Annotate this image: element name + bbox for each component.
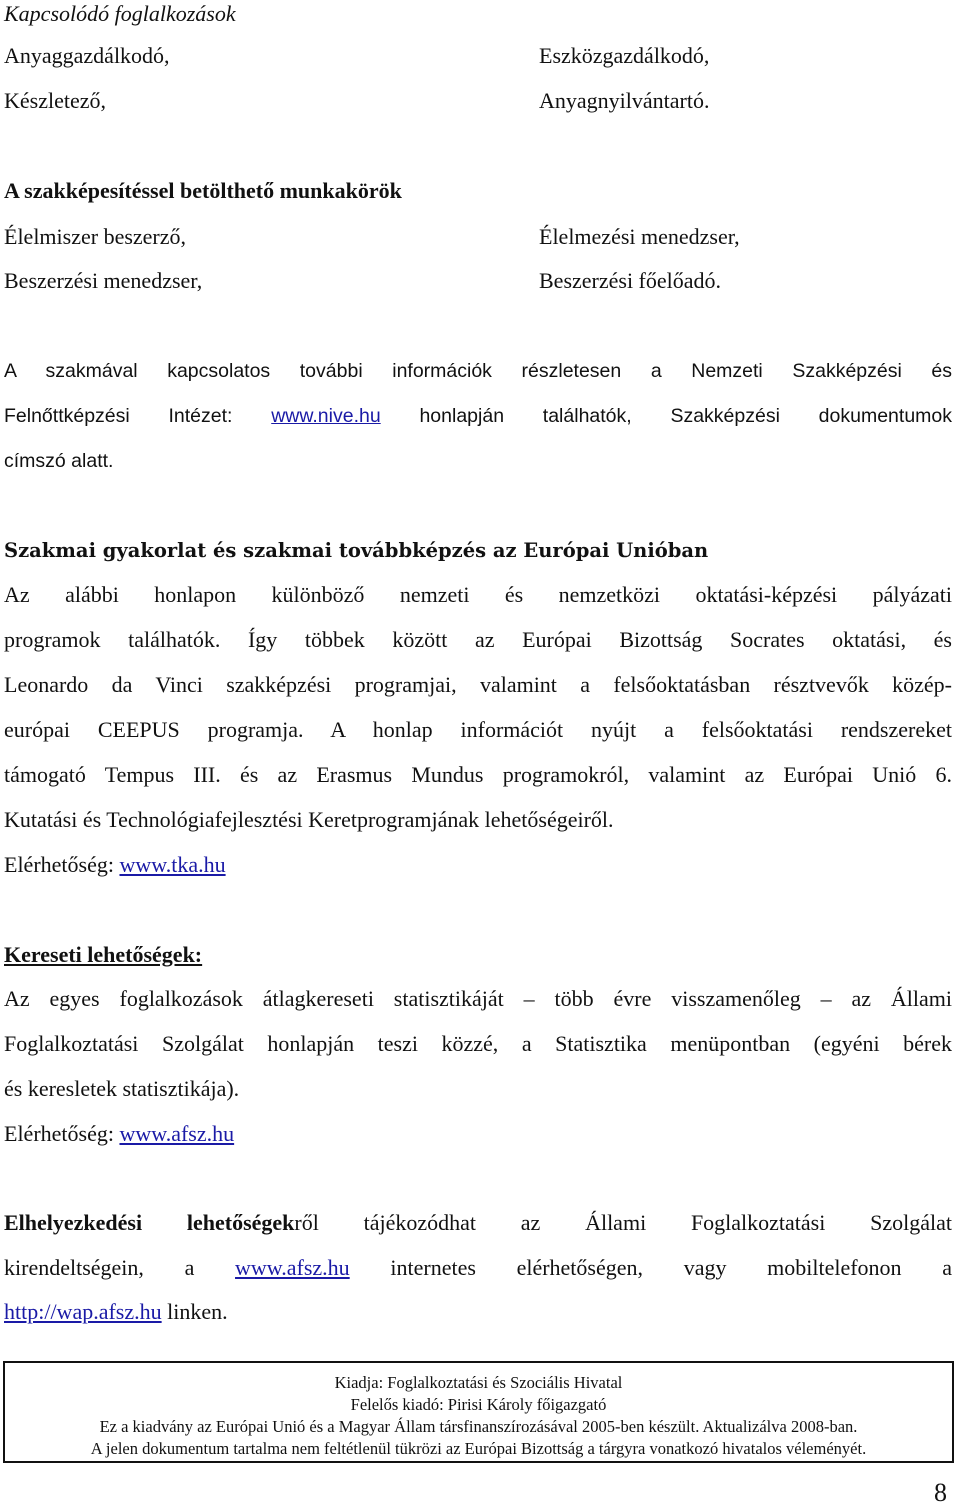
earnings-contact bbox=[4, 1120, 234, 1148]
earnings-heading: Kereseti lehetőségek: bbox=[4, 942, 203, 967]
practice-heading: Szakmai gyakorlat és szakmai továbbképzés az Európai Unióban bbox=[4, 539, 709, 562]
earnings-line: Foglalkoztatási Szolgálat honlapján teszi közzé, a Statisztika menüpontban (egyéni bérek bbox=[4, 1031, 952, 1056]
jobs-heading: A szakképesítéssel betölthető munkakörök bbox=[4, 178, 402, 203]
nive-link[interactable]: www.nive.hu bbox=[271, 405, 381, 427]
practice-line: programok találhatók. Így többek között az Európai Bizottság Socrates oktatási, és bbox=[4, 627, 952, 652]
related-occupation-item: Készletező, bbox=[4, 88, 106, 113]
practice-line: Kutatási és Technológiafejlesztési Keretprogramjának lehetőségeiről. bbox=[4, 807, 614, 832]
footer-funding: Ez a kiadvány az Európai Unió és a Magyar Állam társfinanszírozásával 2005-ben készült. Aktualizálva 2008-ban. bbox=[99, 1417, 858, 1436]
related-occupations-heading: Kapcsolódó foglalkozások bbox=[4, 1, 236, 26]
practice-contact bbox=[4, 851, 226, 879]
placement-bold: Elhelyezkedési lehetőségek bbox=[4, 1210, 295, 1235]
afsz-link[interactable]: www.afsz.hu bbox=[119, 1121, 235, 1146]
info-line: címszó alatt. bbox=[4, 450, 114, 472]
placement-text: ről tájékozódhat az Állami Foglalkoztatási Szolgálat bbox=[294, 1210, 952, 1235]
info-line: A szakmával kapcsolatos további információk részletesen a Nemzeti Szakképzési és bbox=[4, 360, 952, 382]
wap-afsz-link[interactable]: http://wap.afsz.hu bbox=[4, 1299, 162, 1324]
placement-line bbox=[4, 1298, 228, 1326]
earnings-line: és keresletek statisztikája). bbox=[4, 1076, 240, 1101]
practice-line: Leonardo da Vinci szakképzési programjai, valamint a felsőoktatásban résztvevők közép- bbox=[4, 672, 952, 697]
publisher-footer bbox=[3, 1361, 954, 1463]
tka-link[interactable]: www.tka.hu bbox=[119, 852, 226, 877]
placement-line bbox=[4, 1209, 952, 1237]
footer-publisher: Kiadja: Foglalkoztatási és Szociális Hivatal bbox=[334, 1373, 623, 1392]
practice-line: Az alábbi honlapon különböző nemzeti és nemzetközi oktatási-képzési pályázati bbox=[4, 582, 952, 607]
placement-text: linken. bbox=[167, 1299, 228, 1324]
placement-text: kirendeltségein, a bbox=[4, 1255, 195, 1280]
placement-text: internetes elérhetőségen, vagy mobiltelefonon a bbox=[390, 1255, 952, 1280]
footer-disclaimer: A jelen dokumentum tartalma nem feltétlenül tükrözi az Európai Bizottság a tárgyra vonatkozó hivatalos véleményét. bbox=[90, 1439, 867, 1458]
practice-line: európai CEEPUS programja. A honlap információt nyújt a felsőoktatási rendszereket bbox=[4, 717, 952, 742]
job-item: Élelmiszer beszerző, bbox=[4, 224, 187, 249]
afsz-link[interactable]: www.afsz.hu bbox=[235, 1255, 350, 1280]
placement-line bbox=[4, 1254, 952, 1282]
related-occupation-item: Anyagnyilvántartó. bbox=[539, 88, 710, 113]
info-text: honlapján találhatók, Szakképzési dokumentumok bbox=[419, 405, 952, 427]
footer-responsible: Felelős kiadó: Pirisi Károly főigazgató bbox=[350, 1395, 607, 1414]
contact-label: Elérhetőség: bbox=[4, 1121, 114, 1146]
job-item: Beszerzési menedzser, bbox=[4, 268, 203, 293]
contact-label: Elérhetőség: bbox=[4, 852, 114, 877]
info-text: Felnőttképzési Intézet: bbox=[4, 405, 233, 427]
job-item: Élelmezési menedzser, bbox=[539, 224, 740, 249]
job-item: Beszerzési főelőadó. bbox=[539, 268, 722, 293]
related-occupation-item: Anyaggazdálkodó, bbox=[4, 43, 170, 68]
page-number: 8 bbox=[934, 1478, 947, 1507]
practice-line: támogató Tempus III. és az Erasmus Mundus programokról, valamint az Európai Unió 6. bbox=[4, 762, 952, 787]
info-line bbox=[4, 402, 952, 430]
earnings-line: Az egyes foglalkozások átlagkereseti statisztikáját – több évre visszamenőleg – az Állami bbox=[4, 986, 952, 1011]
related-occupation-item: Eszközgazdálkodó, bbox=[539, 43, 710, 68]
